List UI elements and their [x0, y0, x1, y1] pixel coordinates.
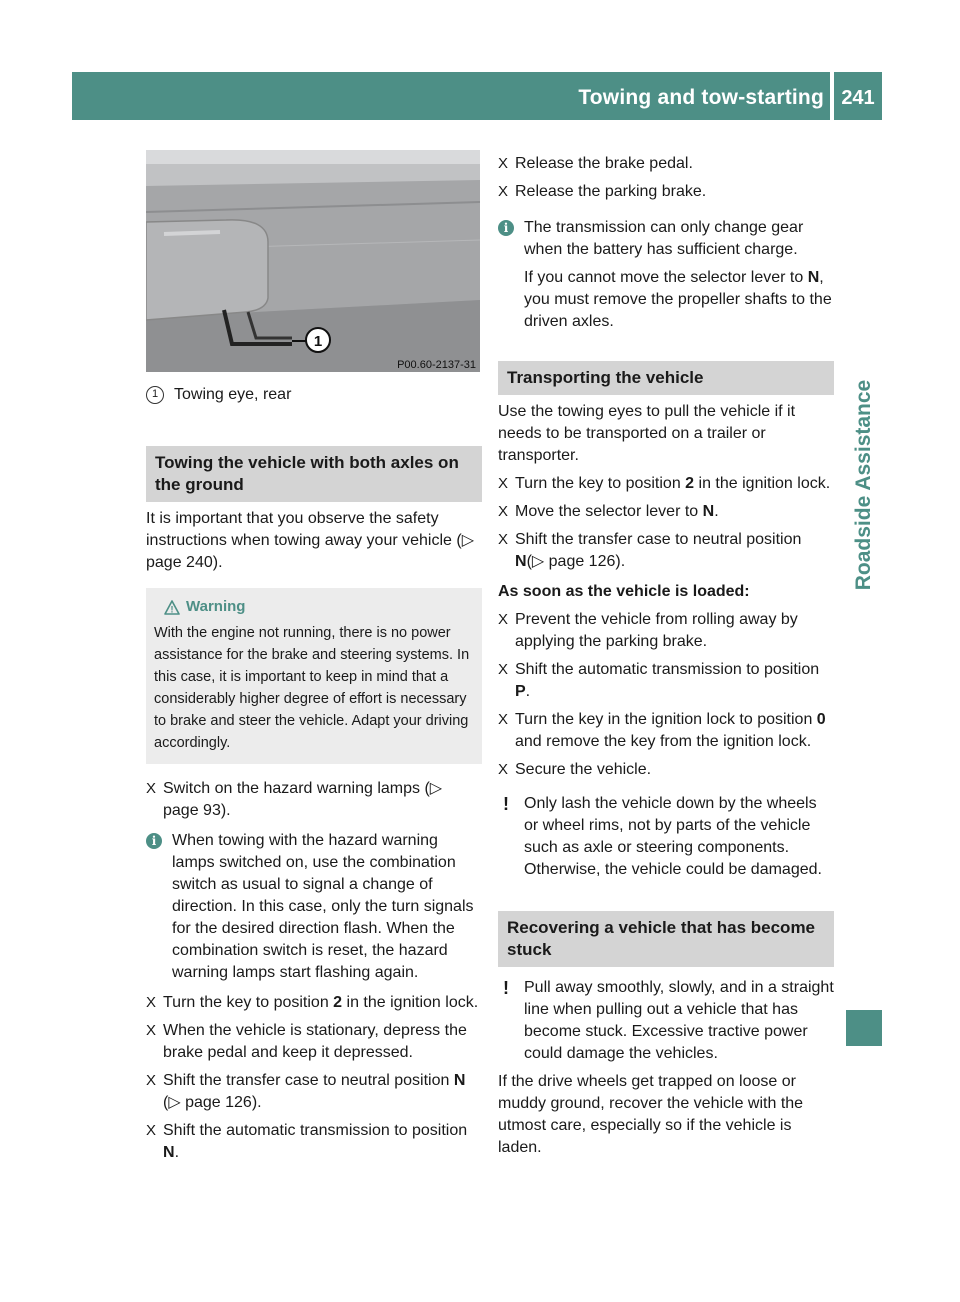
caution-note-pull-away: ! Pull away smoothly, slowly, and in a straight line when pulling out a vehicle that has become stuck. Excessive tractive power could damage the vehicles. — [498, 977, 834, 1065]
caution-note-lashing: ! Only lash the vehicle down by the wheels or wheel rims, not by parts of the vehicle such as axle or steering components. Otherwise, the vehicle could be damaged. — [498, 793, 834, 881]
step-key-position: X Turn the key to position 2 in the ignition lock. — [146, 992, 482, 1014]
page-title: Towing and tow-starting — [578, 86, 824, 109]
step-marker-icon: X — [498, 155, 509, 172]
step-marker-icon: X — [498, 661, 509, 678]
info-note-transmission: i The transmission can only change gear when the battery has sufficient charge. If you cannot move the selector lever to N, you must remove the propeller shafts to the driven axles. — [498, 217, 834, 333]
step-remove-key: X Turn the key in the ignition lock to position 0 and remove the key from the ignition lock. — [498, 709, 834, 753]
step-secure-vehicle: X Secure the vehicle. — [498, 759, 834, 781]
step-selector-lever: X Move the selector lever to N. — [498, 501, 834, 523]
caution-icon: ! — [503, 794, 509, 814]
warning-text: With the engine not running, there is no power assistance for the brake and steering systems. In this case, it is important to keep in mind that a considerably higher degree of effort is necessary to brake and steer the vehicle. Adapt your driving accordingly. — [154, 625, 470, 751]
warning-title: ! Warning — [164, 596, 474, 618]
figure-caption — [146, 384, 482, 406]
loaded-heading: As soon as the vehicle is loaded: — [498, 583, 750, 600]
info-icon: i — [146, 833, 162, 849]
step-transport-key: X Turn the key to position 2 in the ignition lock. — [498, 473, 834, 495]
section-tab-label: Roadside Assistance — [852, 379, 876, 591]
step-marker-icon: X — [498, 711, 509, 728]
figure-code: P00.60-2137-31 — [397, 359, 476, 371]
step-marker-icon: X — [498, 503, 509, 520]
caption-number: 1 — [146, 386, 164, 404]
step-marker-icon: X — [146, 1122, 157, 1139]
intro-paragraph: It is important that you observe the safety instructions when towing away your vehicle (▷ page 240). — [146, 510, 475, 571]
section-heading-transporting: Transporting the vehicle — [498, 361, 834, 395]
step-marker-icon: X — [498, 611, 509, 628]
section-heading-recovering: Recovering a vehicle that has become stuck — [498, 911, 834, 967]
step-marker-icon: X — [146, 1022, 157, 1039]
step-transmission-park: X Shift the automatic transmission to position P. — [498, 659, 834, 703]
step-marker-icon: X — [498, 183, 509, 200]
step-marker-icon: X — [146, 780, 157, 797]
step-marker-icon: X — [498, 761, 509, 778]
warning-triangle-icon — [164, 600, 180, 615]
info-note-hazard: i When towing with the hazard warning lamps switched on, use the combination switch as usual to signal a change of direction. In this case, only the turn signals for the desired direction flash. When the combination switch is reset, the hazard warning lamps start flashing again. — [146, 830, 482, 984]
step-marker-icon: X — [146, 994, 157, 1011]
step-marker-icon: X — [146, 1072, 157, 1089]
svg-text:!: ! — [170, 604, 174, 614]
callout-number: 1 — [313, 333, 323, 350]
caption-text: Towing eye, rear — [174, 386, 292, 403]
info-icon: i — [498, 220, 514, 236]
section-marker — [846, 1010, 882, 1046]
step-brake-pedal: X When the vehicle is stationary, depress the brake pedal and keep it depressed. — [146, 1020, 482, 1064]
step-hazard-lamps: X Switch on the hazard warning lamps (▷ page 93). — [146, 778, 482, 822]
caution-icon: ! — [503, 978, 509, 998]
step-marker-icon: X — [498, 475, 509, 492]
step-transfer-case: X Shift the transfer case to neutral position N (▷ page 126). — [146, 1070, 482, 1114]
step-parking-brake: X Prevent the vehicle from rolling away by applying the parking brake. — [498, 609, 834, 653]
step-transport-transfer-case: X Shift the transfer case to neutral position N(▷ page 126). — [498, 529, 834, 573]
warning-box — [146, 588, 482, 764]
step-automatic-transmission: X Shift the automatic transmission to position N. — [146, 1120, 482, 1164]
section-heading-towing: Towing the vehicle with both axles on the ground — [146, 446, 482, 502]
towing-eye-photo — [146, 150, 480, 372]
step-release-parking-brake: X Release the parking brake. — [498, 181, 834, 203]
page-number: 241 — [834, 72, 882, 120]
recover-paragraph: If the drive wheels get trapped on loose or muddy ground, recover the vehicle with the utmost care, especially so if the vehicle is laden. — [498, 1073, 804, 1156]
rear-bumper-illustration — [146, 150, 480, 372]
right-column — [498, 150, 834, 1159]
step-release-brake-pedal: X Release the brake pedal. — [498, 153, 834, 175]
left-column — [146, 150, 482, 1164]
transport-intro: Use the towing eyes to pull the vehicle if it needs to be transported on a trailer or transporter. — [498, 403, 796, 464]
step-marker-icon: X — [498, 531, 509, 548]
